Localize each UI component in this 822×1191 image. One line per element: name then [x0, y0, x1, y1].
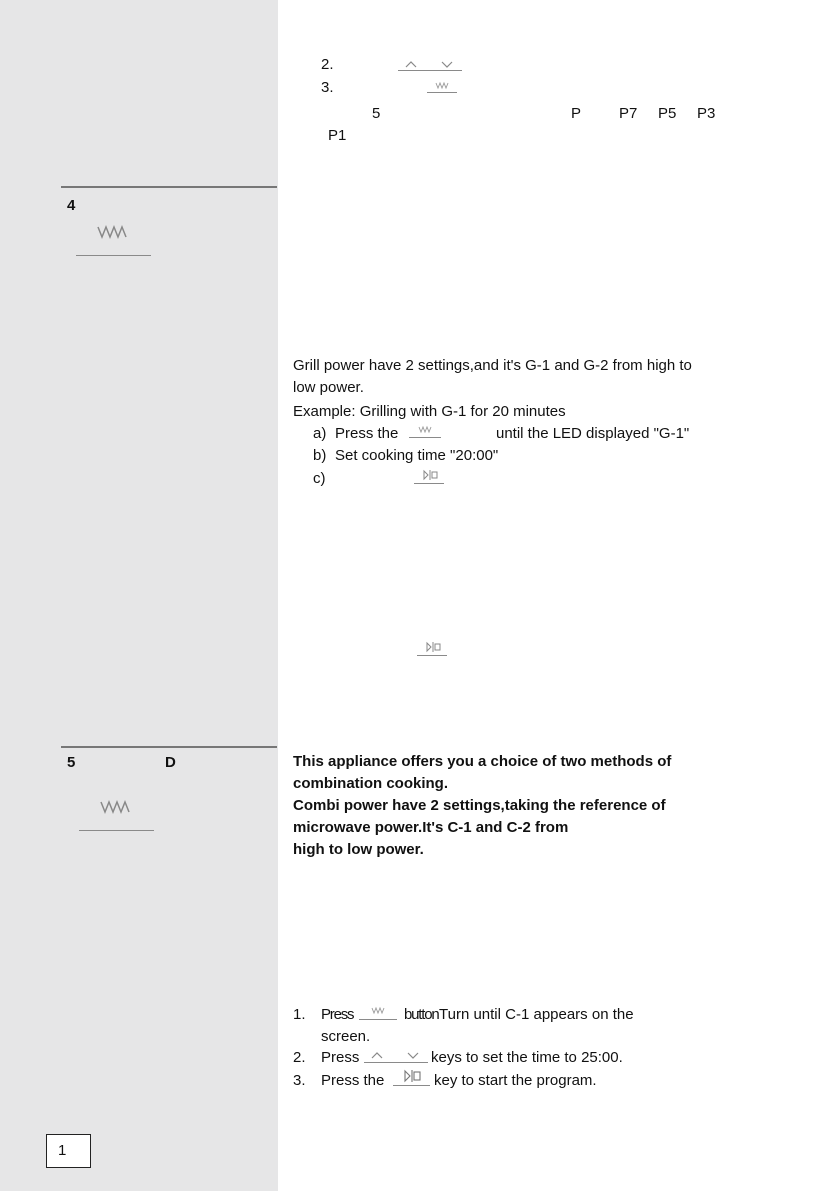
step-b-label: b): [313, 447, 327, 464]
level-p3: P3: [697, 105, 716, 122]
combi-key-inline-icon: [359, 1005, 397, 1020]
level-p7: P7: [619, 105, 638, 122]
section-5-rule: [61, 746, 277, 748]
combi-step-1-text: Turn until C-1 appears on the: [439, 1006, 634, 1023]
combi-step-2-number: 2.: [293, 1049, 306, 1066]
section-5-letter: D: [165, 754, 176, 771]
section-5-number: 5: [67, 754, 76, 771]
combi-step-1-cont: screen.: [321, 1028, 371, 1045]
page-number: 1: [46, 1134, 91, 1168]
combi-step-1-press: Press: [321, 1006, 354, 1023]
combi-step-2-text: keys to set the time to 25:00.: [431, 1049, 623, 1066]
combi-step-2-press: Press: [321, 1049, 360, 1066]
level-p5: P5: [658, 105, 677, 122]
step-a-text: Press the: [335, 425, 399, 442]
section-4-number: 4: [67, 197, 76, 214]
combi-step-1-number: 1.: [293, 1006, 306, 1023]
section-4-rule: [61, 186, 277, 188]
step-3-number: 3.: [321, 79, 334, 96]
start-pause-key-icon-2: [417, 640, 447, 656]
arrow-keys-icon: [398, 58, 462, 71]
combi-key-icon: [79, 797, 154, 831]
level-count: 5: [372, 105, 381, 122]
grill-key-inline-icon: [409, 424, 441, 438]
level-p: P: [571, 105, 582, 122]
grill-key-icon: [76, 222, 151, 256]
combi-step-3-number: 3.: [293, 1072, 306, 1089]
arrow-keys-inline-icon: [364, 1049, 428, 1063]
combi-step-1-button: button: [404, 1006, 439, 1023]
step-b-text: Set cooking time "20:00": [335, 447, 499, 464]
start-key-inline-icon: [393, 1068, 430, 1086]
sidebar: [0, 0, 278, 1191]
combi-step-3-text: key to start the program.: [434, 1072, 597, 1089]
step-2-number: 2.: [321, 56, 334, 73]
combi-step-3-press: Press the: [321, 1072, 385, 1089]
combi-description: This appliance offers you a choice of two methods of combination cooking. Combi power have 2 settings,taking the reference of microwave power.It's C-1 and C-2 from high to low power.: [293, 753, 672, 858]
step-a-label: a): [313, 425, 327, 442]
level-p1: P1: [328, 127, 347, 144]
grill-description: Grill power have 2 settings,and it's G-1 and G-2 from high to low power. Example: Grilling with G-1 for 20 minutes: [293, 357, 692, 420]
step-c-label: c): [313, 470, 326, 487]
step-a-text-2: until the LED displayed "G-1": [496, 425, 690, 442]
grill-key-small-icon: [427, 80, 457, 93]
start-pause-key-icon: [414, 468, 444, 484]
